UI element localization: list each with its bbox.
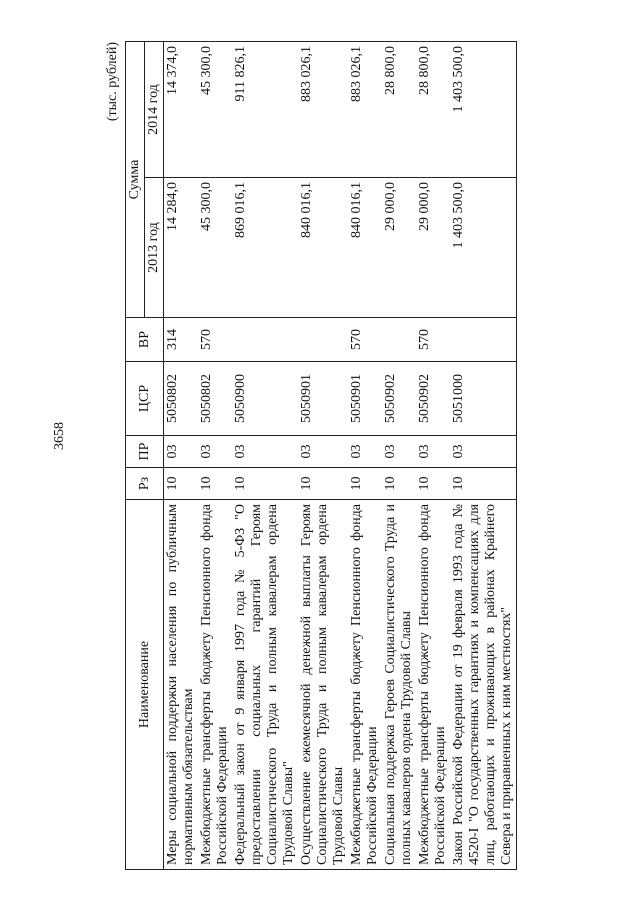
cell-y2013: 840 016,1 <box>348 178 382 318</box>
cell-rz: 10 <box>232 468 298 500</box>
cell-name: Осуществление ежемесячной денежной выплаты Героям Социалистического Труда и полным кавалерам ордена Трудовой Славы <box>298 500 348 870</box>
cell-y2013: 14 284,0 <box>164 178 199 318</box>
page-number: 3658 <box>52 422 67 450</box>
cell-name: Межбюджетные трансферты бюджету Пенсионного фонда Российской Федерации <box>198 500 232 870</box>
col-header-csr: ЦСР <box>126 362 164 436</box>
cell-pr: 03 <box>198 436 232 468</box>
col-header-pr: ПР <box>126 436 164 468</box>
cell-vr: 570 <box>198 318 232 362</box>
cell-pr: 03 <box>382 436 416 468</box>
units-label: (тыс. рублей) <box>105 42 120 122</box>
cell-rz: 10 <box>416 468 450 500</box>
col-header-name: Наименование <box>126 500 164 870</box>
cell-vr <box>232 318 298 362</box>
cell-name: Федеральный закон от 9 января 1997 года № 5-ФЗ "О предоставлении социальных гарантий Героям Социалистического Труда и полным кавалерам ордена Трудовой Славы" <box>232 500 298 870</box>
cell-csr: 5050802 <box>164 362 199 436</box>
table-row <box>164 42 199 870</box>
cell-y2013: 840 016,1 <box>298 178 348 318</box>
cell-pr: 03 <box>164 436 199 468</box>
cell-rz: 10 <box>348 468 382 500</box>
cell-vr <box>450 318 517 362</box>
cell-y2013: 869 016,1 <box>232 178 298 318</box>
col-header-2014: 2014 год <box>145 42 164 178</box>
col-header-rz: Рз <box>126 468 164 500</box>
table-row <box>298 42 348 870</box>
table-row <box>382 42 416 870</box>
cell-vr <box>382 318 416 362</box>
table-row <box>348 42 382 870</box>
cell-csr: 5050802 <box>198 362 232 436</box>
table-row <box>198 42 232 870</box>
cell-vr: 314 <box>164 318 199 362</box>
cell-y2013: 29 000,0 <box>416 178 450 318</box>
cell-rz: 10 <box>382 468 416 500</box>
cell-rz: 10 <box>450 468 517 500</box>
table-body <box>164 42 517 870</box>
cell-pr: 03 <box>450 436 517 468</box>
cell-csr: 5050900 <box>232 362 298 436</box>
table-row <box>232 42 298 870</box>
cell-csr: 5051000 <box>450 362 517 436</box>
cell-name: Межбюджетные трансферты бюджету Пенсионного фонда Российской Федерации <box>348 500 382 870</box>
cell-y2013: 1 403 500,0 <box>450 178 517 318</box>
cell-rz: 10 <box>164 468 199 500</box>
cell-name: Социальная поддержка Героев Социалистического Труда и полных кавалеров ордена Трудовой Славы <box>382 500 416 870</box>
cell-y2014: 28 800,0 <box>382 42 416 178</box>
cell-y2014: 28 800,0 <box>416 42 450 178</box>
cell-y2014: 883 026,1 <box>348 42 382 178</box>
cell-y2013: 29 000,0 <box>382 178 416 318</box>
cell-y2014: 911 826,1 <box>232 42 298 178</box>
cell-name: Межбюджетные трансферты бюджету Пенсионного фонда Российской Федерации <box>416 500 450 870</box>
cell-y2014: 883 026,1 <box>298 42 348 178</box>
cell-vr <box>298 318 348 362</box>
cell-pr: 03 <box>298 436 348 468</box>
cell-name: Меры социальной поддержки населения по публичным нормативным обязательствам <box>164 500 199 870</box>
cell-pr: 03 <box>232 436 298 468</box>
cell-pr: 03 <box>348 436 382 468</box>
table-row <box>450 42 517 870</box>
cell-y2014: 14 374,0 <box>164 42 199 178</box>
cell-vr: 570 <box>348 318 382 362</box>
cell-csr: 5050901 <box>298 362 348 436</box>
col-header-sum: Сумма <box>126 42 145 318</box>
cell-csr: 5050902 <box>382 362 416 436</box>
cell-pr: 03 <box>416 436 450 468</box>
rotated-page-content <box>105 42 535 870</box>
budget-table <box>125 41 517 870</box>
cell-y2013: 45 300,0 <box>198 178 232 318</box>
cell-rz: 10 <box>298 468 348 500</box>
cell-y2014: 1 403 500,0 <box>450 42 517 178</box>
table-header <box>126 42 164 870</box>
cell-y2014: 45 300,0 <box>198 42 232 178</box>
cell-name: Закон Российской Федерации от 19 февраля 1993 года № 4520-I "О государственных гарантиях и компенсациях для лиц, работающих и проживающих в районах Крайнего Севера и приравненных к ним местностях" <box>450 500 517 870</box>
col-header-2013: 2013 год <box>145 178 164 318</box>
cell-csr: 5050901 <box>348 362 382 436</box>
cell-vr: 570 <box>416 318 450 362</box>
table-row <box>416 42 450 870</box>
cell-rz: 10 <box>198 468 232 500</box>
cell-csr: 5050902 <box>416 362 450 436</box>
col-header-vr: ВР <box>126 318 164 362</box>
